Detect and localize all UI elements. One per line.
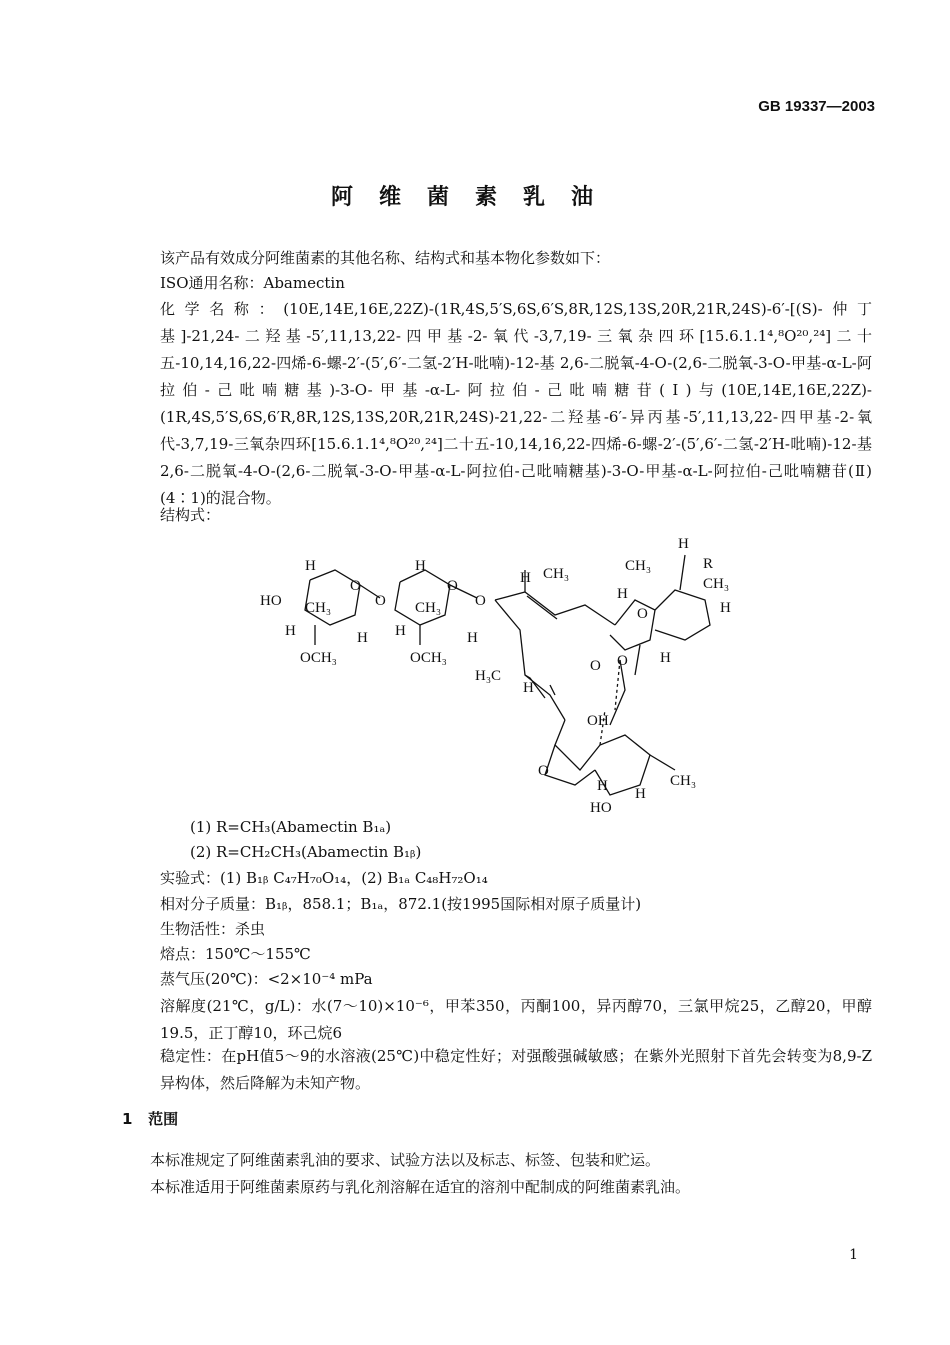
structure-label: 结构式： <box>160 506 221 524</box>
section-title: 范围 <box>148 1110 179 1128</box>
atom-o: O <box>350 578 361 594</box>
atom-h: H <box>617 586 628 602</box>
atom-o: O <box>617 653 628 669</box>
atom-o: O <box>375 593 386 609</box>
atom-h: H <box>597 778 608 794</box>
r-variant-2: (2) R=CH₂CH₃(Abamectin B₁ᵦ) <box>190 843 422 861</box>
atom-h: H <box>395 623 406 639</box>
page-number: 1 <box>849 1247 858 1263</box>
atom-och3: OCH₃ <box>410 650 447 666</box>
scope-paragraph-2: 本标准适用于阿维菌素原药与乳化剂溶解在适宜的溶剂中配制成的阿维菌素乳油。 <box>150 1178 691 1196</box>
stability-paragraph <box>122 1043 872 1097</box>
vapor-pressure: 蒸气压(20℃)：<2×10⁻⁴ mPa <box>160 970 373 988</box>
document-title: 阿维菌素乳油 <box>330 185 619 210</box>
atom-h: H <box>285 623 296 639</box>
atom-ch3: CH₃ <box>543 566 570 582</box>
atom-ch3: CH₃ <box>415 600 442 616</box>
atom-h: H <box>357 630 368 646</box>
atom-och3: OCH₃ <box>300 650 337 666</box>
empirical-formula: 实验式：(1) B₁ᵦ C₄₇H₇₀O₁₄，(2) B₁ₐ C₄₈H₇₂O₁₄ <box>160 869 488 887</box>
molecular-mass: 相对分子质量：B₁ᵦ，858.1；B₁ₐ，872.1(按1995国际相对原子质量计) <box>160 895 642 913</box>
atom-h: H <box>467 630 478 646</box>
atom-h: H <box>720 600 731 616</box>
biological-activity: 生物活性：杀虫 <box>160 920 266 938</box>
atom-ho: HO <box>590 800 612 815</box>
melting-point: 熔点：150℃～155℃ <box>160 945 311 963</box>
atom-r: R <box>703 556 714 572</box>
atom-o: O <box>447 578 458 594</box>
atom-h3c: H₃C <box>475 668 502 684</box>
atom-h: H <box>305 558 316 574</box>
atom-ch3: CH₃ <box>305 600 332 616</box>
scope-paragraph-1: 本标准规定了阿维菌素乳油的要求、试验方法以及标志、标签、包装和贮运。 <box>150 1151 661 1169</box>
atom-o: O <box>475 593 486 609</box>
atom-h: H <box>415 558 426 574</box>
atom-h: H <box>635 786 646 802</box>
atom-ch3: CH₃ <box>703 576 730 592</box>
atom-ch3: CH₃ <box>625 558 652 574</box>
solubility-paragraph <box>122 993 872 1047</box>
atom-ho: HO <box>260 593 282 609</box>
atom-h: H <box>678 536 689 552</box>
atom-o: O <box>590 658 601 674</box>
atom-o: O <box>637 606 648 622</box>
solubility: 溶解度(21℃，g/L)：水(7～10)×10⁻⁶，甲苯350，丙酮100，异丙醇70，三氯甲烷25，乙醇20，甲醇19.5，正丁醇10，环己烷6 <box>160 997 872 1042</box>
atom-o: O <box>538 763 549 779</box>
standard-number: GB 19337—2003 <box>758 98 875 115</box>
atom-h: H <box>520 570 531 586</box>
chemical-name: 化学名称：(10E,14E,16E,22Z)-(1R,4S,5′S,6S,6′S,8R,12S,13S,20R,21R,24S)-6′-[(S)-仲丁基]-21,24-二羟基-5′,11,13,22-四甲基-2-氧代-3,7,19-三氧杂四环[15.6.1.1⁴,⁸O²⁰,²⁴]二十五-10,14,16,22-四烯-6-螺-2′-(5′,6′-二氢-2′H-吡喃)-12-基 2,6-二脱氧-4-O-(2,6-二脱氧-3-O-甲基-α-L-阿拉伯-己吡喃糖基)-3-O-甲基-α-L-阿拉伯-己吡喃糖苷(Ⅰ)与(10E,14E,16E,22Z)-(1R,4S,5′S,6S,6′R,8R,12S,13S,20R,21R,24S)-21,22-二羟基-6′-异丙基-5′,11,13,22-四甲基-2-氧代-3,7,19-三氧杂四环[15.6.1.1⁴,⁸O²⁰,²⁴]二十五-10,14,16,22-四烯-6-螺-2′-(5′,6′-二氢-2′H-吡喃)-12-基 2,6-二脱氧-4-O-(2,6-二脱氧-3-O-甲基-α-L-阿拉伯-己吡喃糖基)-3-O-甲基-α-L-阿拉伯-己吡喃糖苷(Ⅱ)(4∶1)的混合物。 <box>160 300 872 507</box>
atom-ch3: CH₃ <box>670 773 697 789</box>
iso-name: ISO通用名称：Abamectin <box>160 274 345 292</box>
intro-text: 该产品有效成分阿维菌素的其他名称、结构式和基本物化参数如下： <box>160 249 611 267</box>
section-number: 1 <box>122 1110 133 1128</box>
atom-h: H <box>660 650 671 666</box>
section-heading-scope <box>122 1108 178 1129</box>
atom-h: H <box>523 680 534 696</box>
chemical-name-paragraph <box>122 296 872 512</box>
structural-formula <box>255 530 735 815</box>
stability: 稳定性：在pH值5～9的水溶液(25℃)中稳定性好；对强酸强碱敏感；在紫外光照射下首先会转变为8,9-Z异构体，然后降解为未知产物。 <box>160 1047 872 1092</box>
r-variant-1: (1) R=CH₃(Abamectin B₁ₐ) <box>190 818 392 836</box>
atom-oh: OH <box>587 713 609 729</box>
